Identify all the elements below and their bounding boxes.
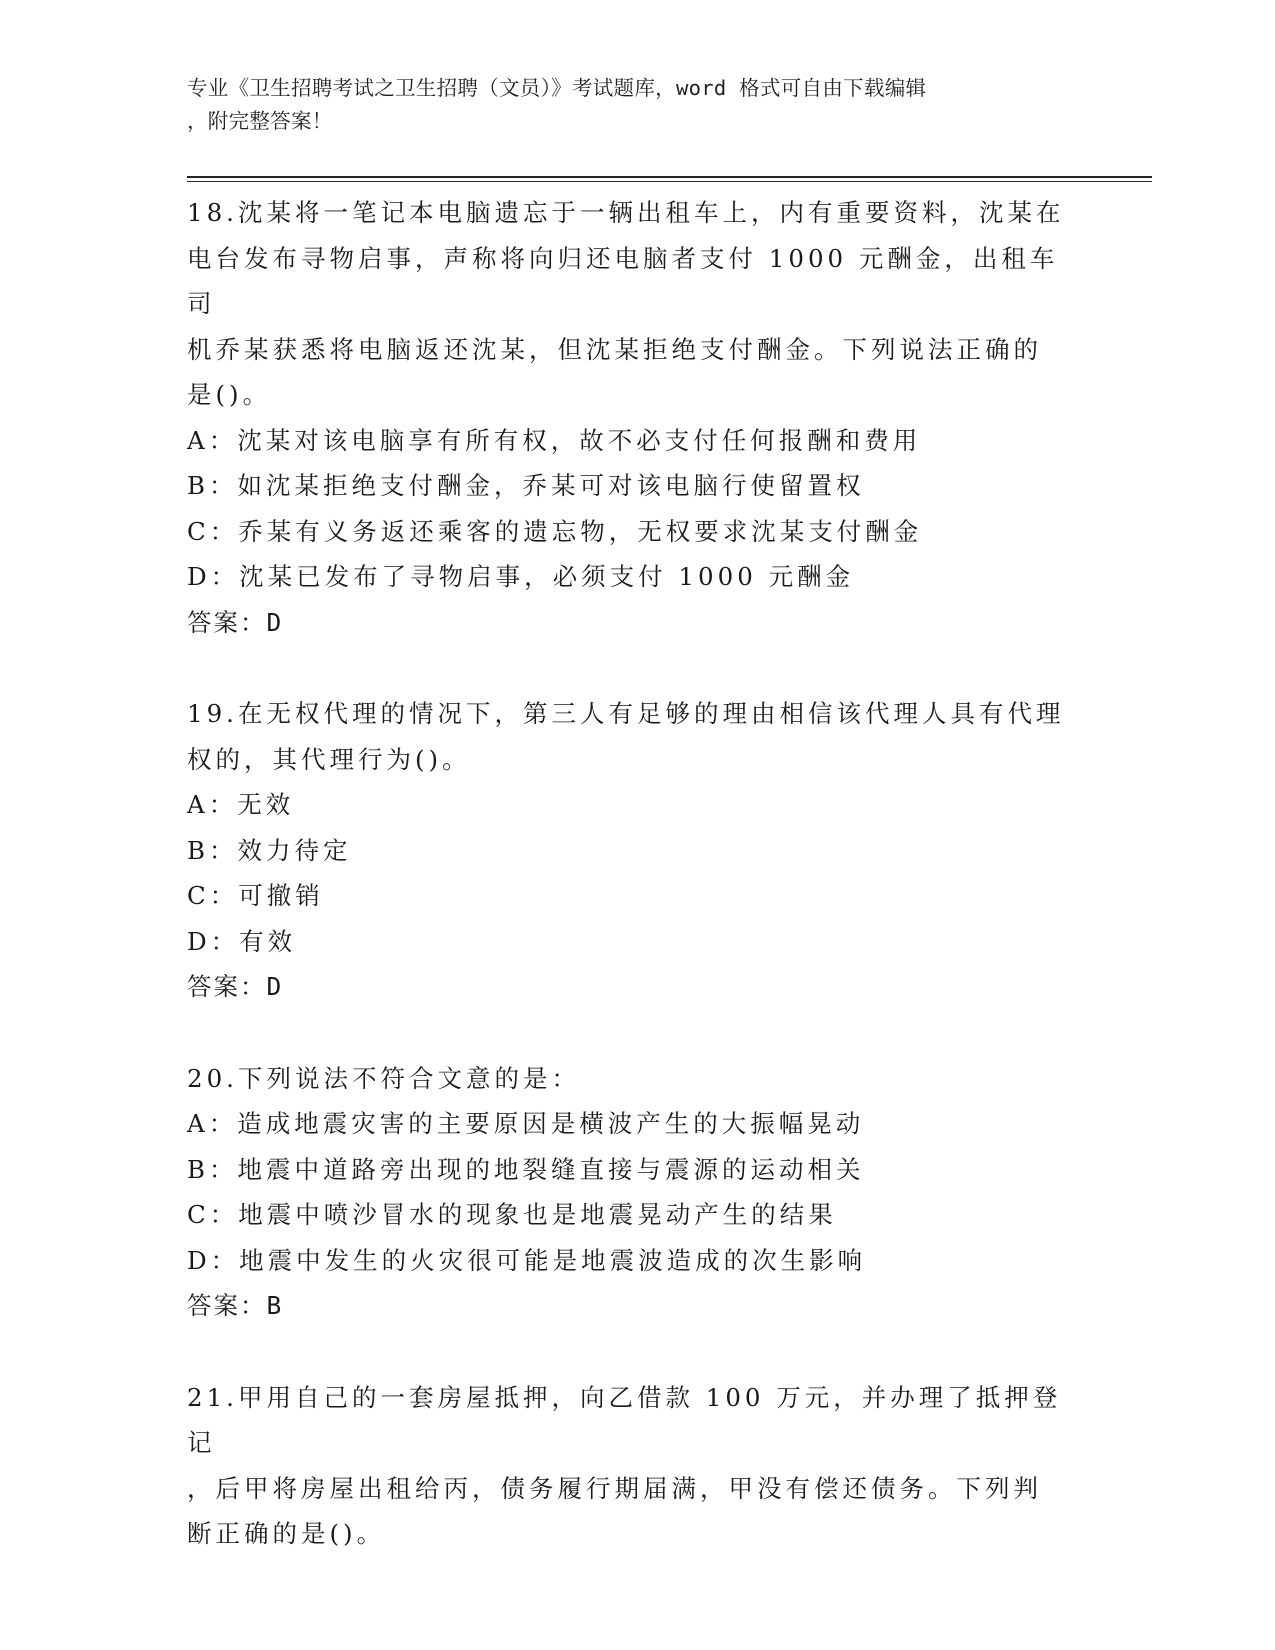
question-text [187, 691, 1067, 782]
answer: 答案：D [187, 972, 284, 1001]
question-text-line: 20.下列说法不符合文意的是： [187, 1063, 580, 1093]
question-19 [187, 691, 1067, 1010]
option-c: C：可撤销 [187, 881, 324, 910]
question-text-line: 权的，其代理行为()。 [187, 744, 471, 774]
question-text [187, 1375, 1067, 1557]
option-d: D：地震中发生的火灾很可能是地震波造成的次生影响 [187, 1245, 867, 1275]
question-18 [187, 190, 1067, 645]
header-line-2: ，附完整答案！ [187, 109, 333, 133]
question-text-line: 19.在无权代理的情况下，第三人有足够的理由相信该代理人具有代理 [187, 699, 1065, 728]
question-text-line: 断正确的是()。 [187, 1519, 386, 1548]
question-text [187, 190, 1067, 418]
answer: 答案：B [187, 1291, 284, 1320]
document-header [187, 72, 1067, 138]
option-a: A：造成地震灾害的主要原因是横波产生的大振幅晃动 [187, 1109, 865, 1138]
questions-list [187, 190, 1067, 1557]
question-text-line: 机乔某获悉将电脑返还沈某，但沈某拒绝支付酬金。下列说法正确的 [187, 334, 1042, 364]
option-b: B：效力待定 [187, 835, 352, 865]
header-divider-thin [187, 181, 1152, 182]
question-text-line: 18.沈某将一笔记本电脑遗忘于一辆出租车上，内有重要资料，沈某在 [187, 198, 1065, 227]
header-line-1: 专业《卫生招聘考试之卫生招聘（文员）》考试题库，word 格式可自由下载编辑 [187, 76, 927, 100]
option-b: B：如沈某拒绝支付酬金，乔某可对该电脑行使留置权 [187, 471, 865, 500]
option-a: A：沈某对该电脑享有所有权，故不必支付任何报酬和费用 [187, 425, 922, 455]
question-text-line: ，后甲将房屋出租给丙，债务履行期届满，甲没有偿还债务。下列判 [187, 1473, 1042, 1503]
option-b: B：地震中道路旁出现的地裂缝直接与震源的运动相关 [187, 1154, 865, 1184]
question-text-line: 21.甲用自己的一套房屋抵押，向乙借款 100 万元，并办理了抵押登记 [187, 1382, 1062, 1457]
option-d: D：沈某已发布了寻物启事，必须支付 1000 元酬金 [187, 562, 855, 591]
question-text-line: 是()。 [187, 380, 272, 409]
question-21 [187, 1375, 1067, 1557]
question-text-line: 电台发布寻物启事，声称将向归还电脑者支付 1000 元酬金，出租车司 [187, 243, 1059, 318]
option-c: C：乔某有义务返还乘客的遗忘物，无权要求沈某支付酬金 [187, 516, 923, 546]
answer: 答案：D [187, 607, 284, 637]
question-text [187, 1056, 1067, 1102]
header-divider [187, 176, 1152, 178]
option-d: D：有效 [187, 926, 297, 956]
question-20 [187, 1056, 1067, 1329]
option-a: A：无效 [187, 790, 295, 819]
option-c: C：地震中喷沙冒水的现象也是地震晃动产生的结果 [187, 1200, 837, 1229]
